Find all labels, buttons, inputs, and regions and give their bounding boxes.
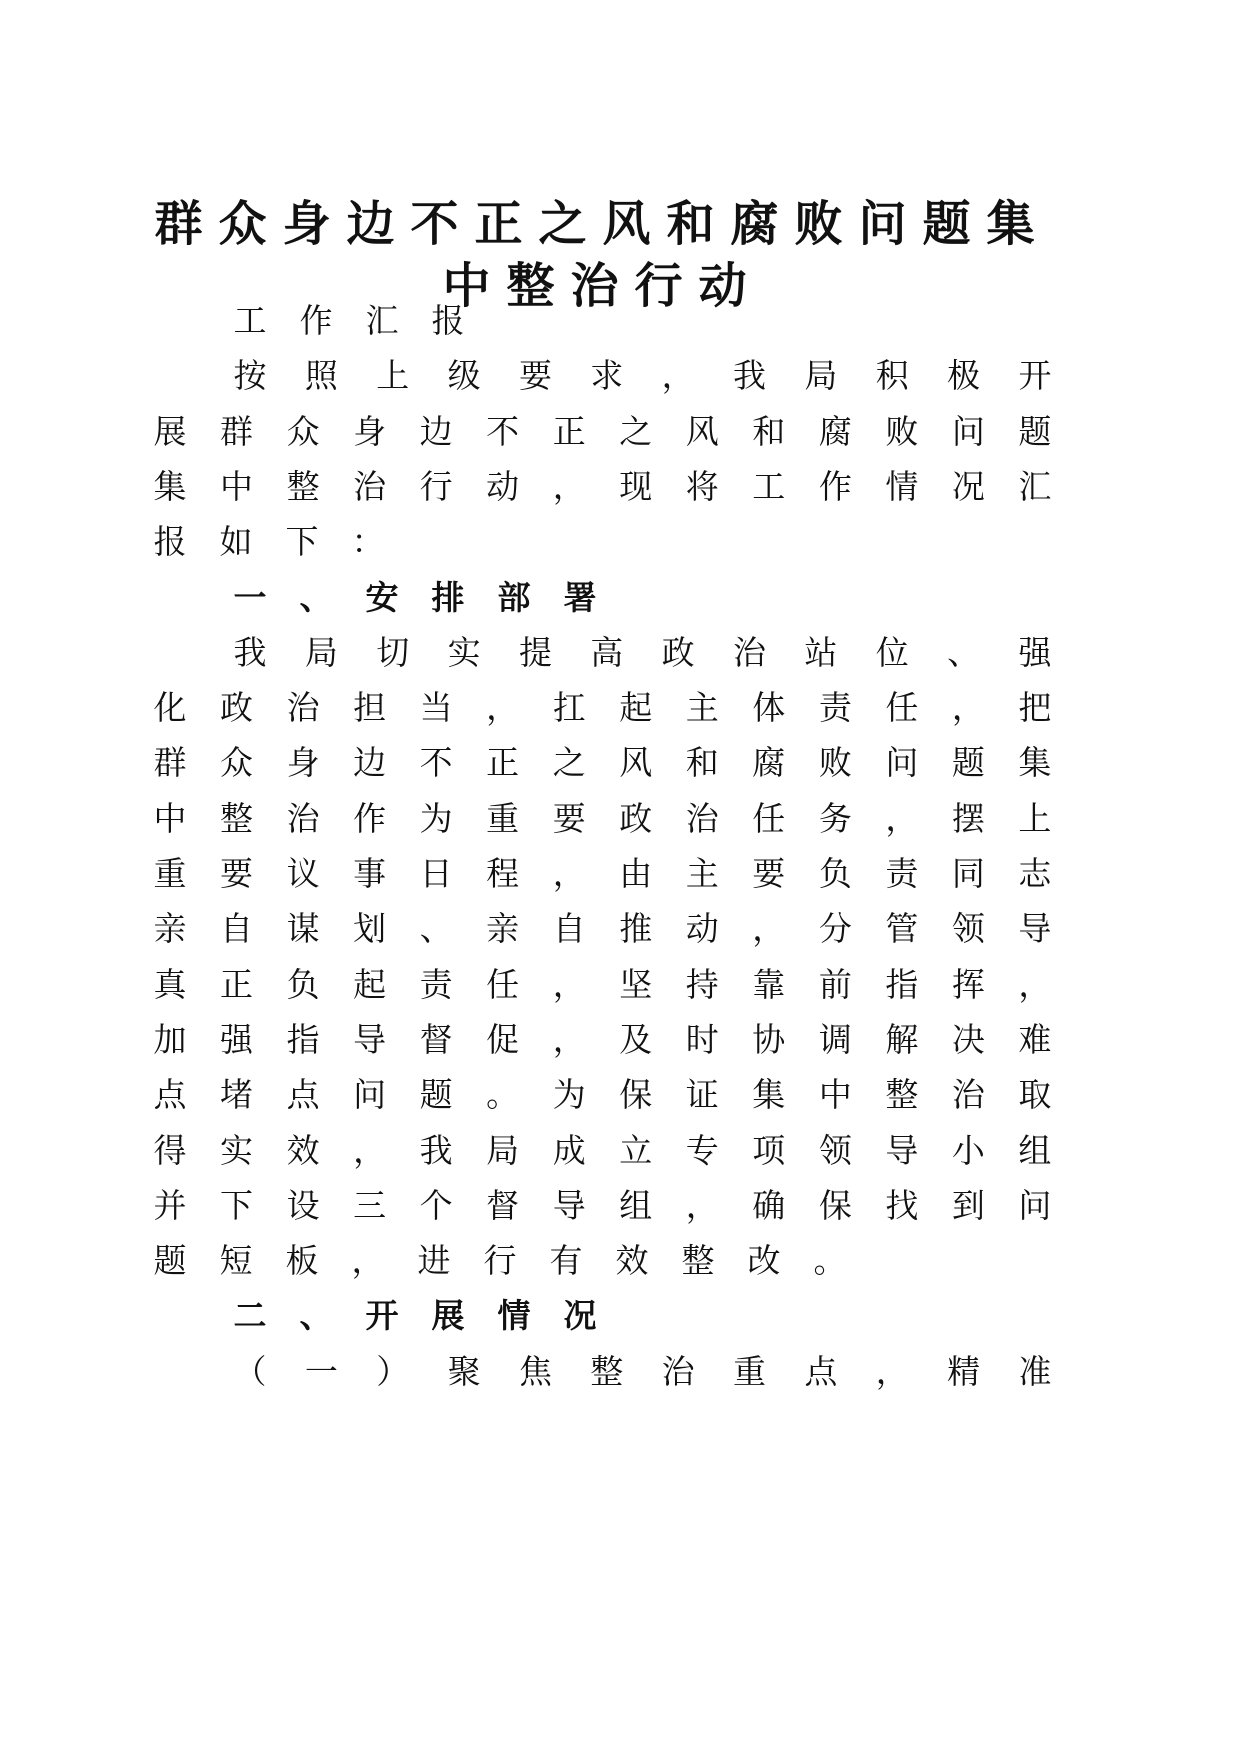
paragraph-line: 按 照 上 级 要 求 ， 我 局 积 极 开 <box>233 356 1052 396</box>
paragraph-line: 展 群 众 身 边 不 正 之 风 和 腐 败 问 题 <box>153 411 1052 451</box>
title-line-2: 中整治行动 <box>442 258 763 314</box>
paragraph-line: 报 如 下 ： <box>153 522 385 562</box>
paragraph-line: 亲 自 谋 划 、 亲 自 推 动 ， 分 管 领 导 <box>153 909 1052 949</box>
paragraph-line: 真 正 负 起 责 任 ， 坚 持 靠 前 指 挥 ， <box>153 964 1052 1004</box>
title-line-1: 群众身边不正之风和腐败问题集 <box>154 196 1051 252</box>
section-heading: 一 、 安 排 部 署 <box>233 577 597 617</box>
paragraph-line: 点 堵 点 问 题 。 为 保 证 集 中 整 治 取 <box>153 1075 1052 1115</box>
paragraph-line: 重 要 议 事 日 程 ， 由 主 要 负 责 同 志 <box>153 854 1052 893</box>
paragraph-line: 中 整 治 作 为 重 要 政 治 任 务 ， 摆 上 <box>153 798 1052 838</box>
paragraph-line: 我 局 切 实 提 高 政 治 站 位 、 强 <box>233 632 1052 672</box>
paragraph-line: （ 一 ） 聚 焦 整 治 重 点 ， 精 准 <box>233 1351 1052 1391</box>
paragraph-line: 得 实 效 ， 我 局 成 立 专 项 领 导 小 组 <box>153 1130 1052 1170</box>
paragraph-line: 题 短 板 ， 进 行 有 效 整 改 。 <box>153 1241 847 1281</box>
paragraph-line: 集 中 整 治 行 动 ， 现 将 工 作 情 况 汇 <box>153 466 1052 506</box>
paragraph-line: 群 众 身 边 不 正 之 风 和 腐 败 问 题 集 <box>153 743 1052 783</box>
paragraph-line: 化 政 治 担 当 ， 扛 起 主 体 责 任 ， 把 <box>153 688 1052 728</box>
subtitle: 工 作 汇 报 <box>233 301 465 340</box>
paragraph-line: 并 下 设 三 个 督 导 组 ， 确 保 找 到 问 <box>153 1185 1052 1225</box>
paragraph-line: 加 强 指 导 督 促 ， 及 时 协 调 解 决 难 <box>153 1019 1052 1059</box>
section-heading: 二 、 开 展 情 况 <box>233 1296 597 1336</box>
